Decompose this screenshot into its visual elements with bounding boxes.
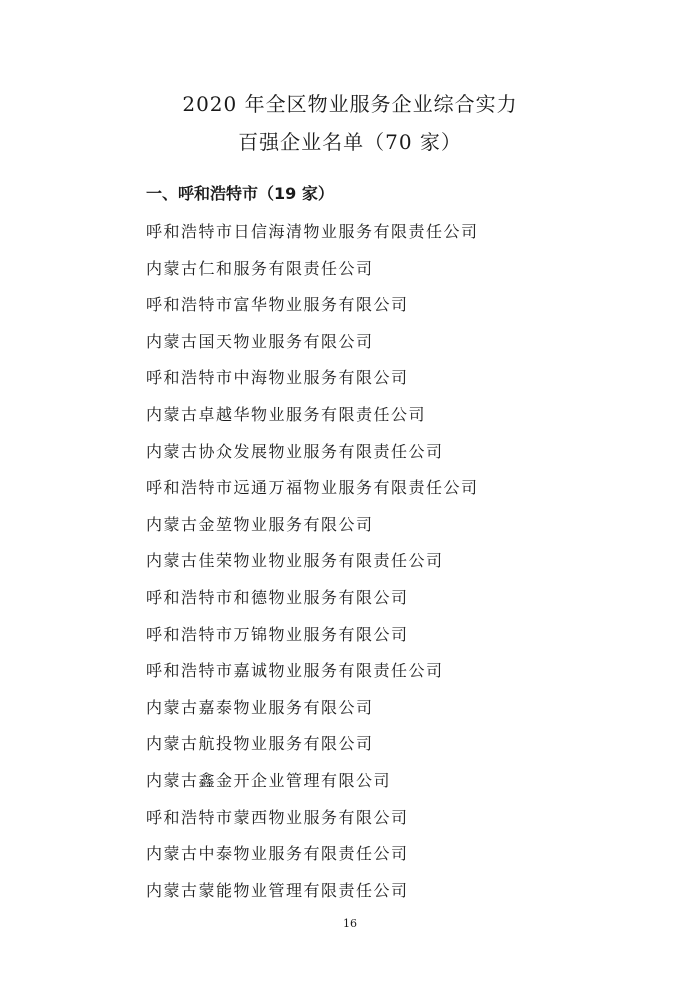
company-item: 内蒙古蒙能物业管理有限责任公司 — [146, 880, 409, 900]
company-item: 内蒙古卓越华物业服务有限责任公司 — [146, 404, 427, 424]
company-item: 内蒙古佳荣物业物业服务有限责任公司 — [146, 551, 444, 571]
section-heading: 一、呼和浩特市（19 家） — [146, 184, 334, 203]
company-item: 内蒙古鑫金开企业管理有限公司 — [146, 770, 392, 790]
company-item: 内蒙古中泰物业服务有限责任公司 — [146, 844, 409, 864]
company-item: 呼和浩特市和德物业服务有限公司 — [146, 587, 409, 607]
company-item: 呼和浩特市富华物业服务有限公司 — [146, 295, 409, 315]
company-item: 呼和浩特市蒙西物业服务有限公司 — [146, 807, 409, 827]
company-item: 内蒙古航投物业服务有限公司 — [146, 734, 374, 754]
company-item: 内蒙古仁和服务有限责任公司 — [146, 258, 374, 278]
company-item: 内蒙古协众发展物业服务有限责任公司 — [146, 441, 444, 461]
company-list — [146, 221, 479, 916]
page-number: 16 — [343, 917, 357, 930]
company-item: 内蒙古国天物业服务有限公司 — [146, 331, 374, 351]
document-title-line-2: 百强企业名单（70 家） — [238, 130, 462, 154]
company-item: 呼和浩特市日信海清物业服务有限责任公司 — [146, 222, 479, 241]
company-item: 呼和浩特市嘉诚物业服务有限责任公司 — [146, 661, 444, 681]
company-item: 呼和浩特市远通万福物业服务有限责任公司 — [146, 478, 479, 498]
company-item: 内蒙古金堃物业服务有限公司 — [146, 514, 374, 534]
company-item: 内蒙古嘉泰物业服务有限公司 — [146, 697, 374, 717]
document-title-line-1: 2020 年全区物业服务企业综合实力 — [182, 92, 518, 116]
company-item: 呼和浩特市中海物业服务有限公司 — [146, 368, 409, 388]
company-item: 呼和浩特市万锦物业服务有限公司 — [146, 624, 409, 644]
